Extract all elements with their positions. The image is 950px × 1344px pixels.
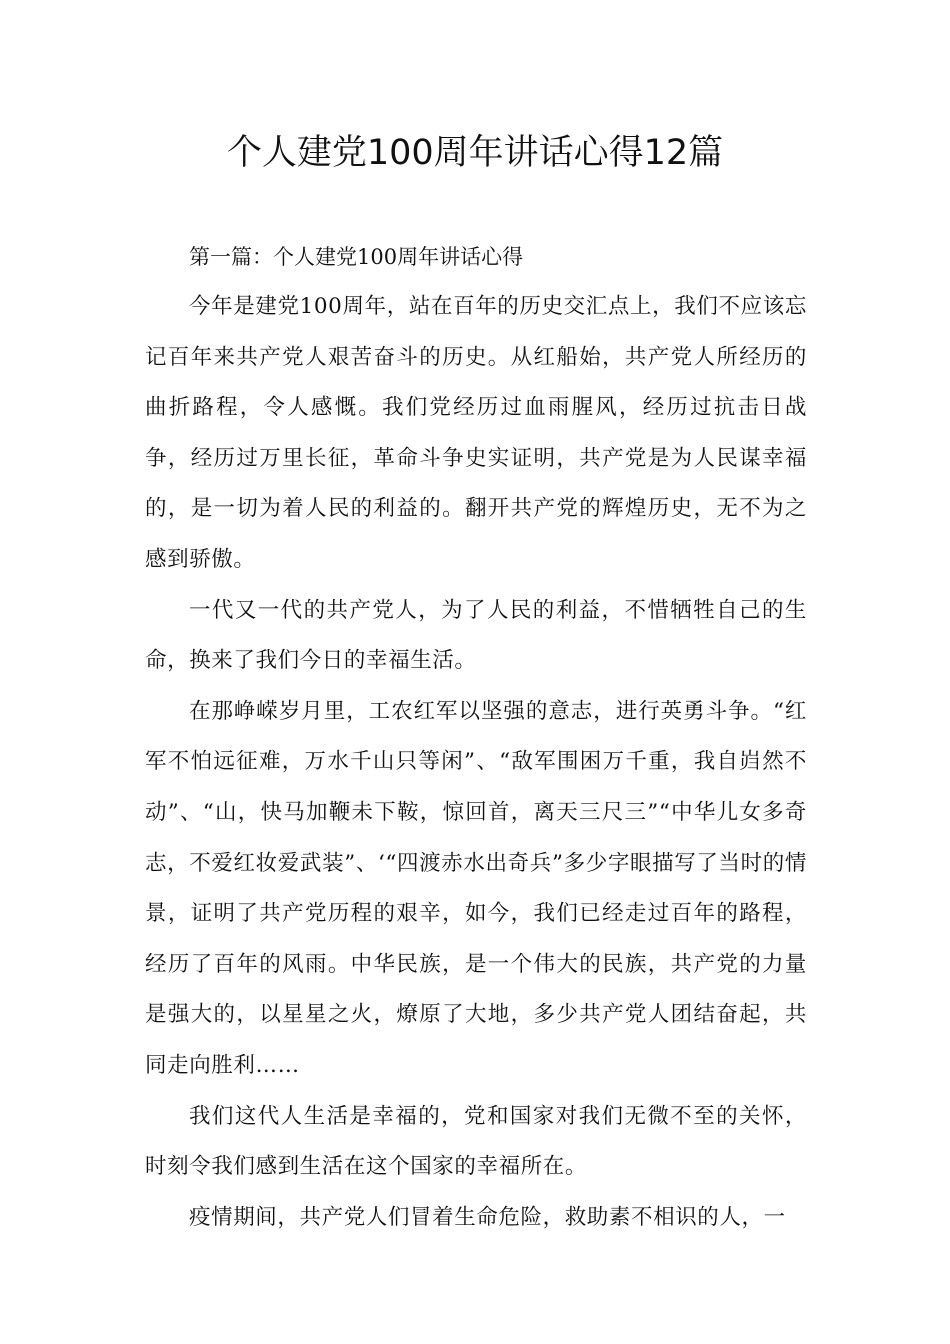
document-title: 个人建党100周年讲话心得12篇: [226, 133, 724, 173]
paragraph: 我们这代人生活是幸福的，党和国家对我们无微不至的关怀，时刻令我们感到生活在这个国家的幸福所在。: [145, 1103, 807, 1180]
paragraph: 今年是建党100周年，站在百年的历史交汇点上，我们不应该忘记百年来共产党人艰苦奋斗的历史。从红船始，共产党人所经历的曲折路程，令人感慨。我们党经历过血雨腥风，经历过抗击日战争，经历过万里长征，革命斗争史实证明，共产党是为人民谋幸福的，是一切为着人民的利益的。翻开共产党的辉煌历史，无不为之感到骄傲。: [145, 294, 807, 572]
document-body: [145, 232, 807, 1243]
section-heading: 第一篇：个人建党100周年讲话心得: [189, 245, 524, 269]
paragraph: 在那峥嵘岁月里，工农红军以坚强的意志，进行英勇斗争。“红军不怕远征难，万水千山只等闲”、“敌军围困万千重，我自岿然不动”、“山，快马加鞭未下鞍，惊回首，离天三尺三”“中华儿女多奇志，不爱红妆爱武装”、‘“四渡赤水出奇兵”多少字眼描写了当时的情景，证明了共产党历程的艰辛，如今，我们已经走过百年的路程，经历了百年的风雨。中华民族，是一个伟大的民族，共产党的力量是强大的，以星星之火，燎原了大地，多少共产党人团结奋起，共同走向胜利……: [145, 698, 807, 1078]
paragraph: 一代又一代的共产党人，为了人民的利益，不惜牺牲自己的生命，换来了我们今日的幸福生活。: [145, 597, 807, 674]
paragraph: 疫情期间，共产党人们冒着生命危险，救助素不相识的人，一: [189, 1204, 786, 1230]
